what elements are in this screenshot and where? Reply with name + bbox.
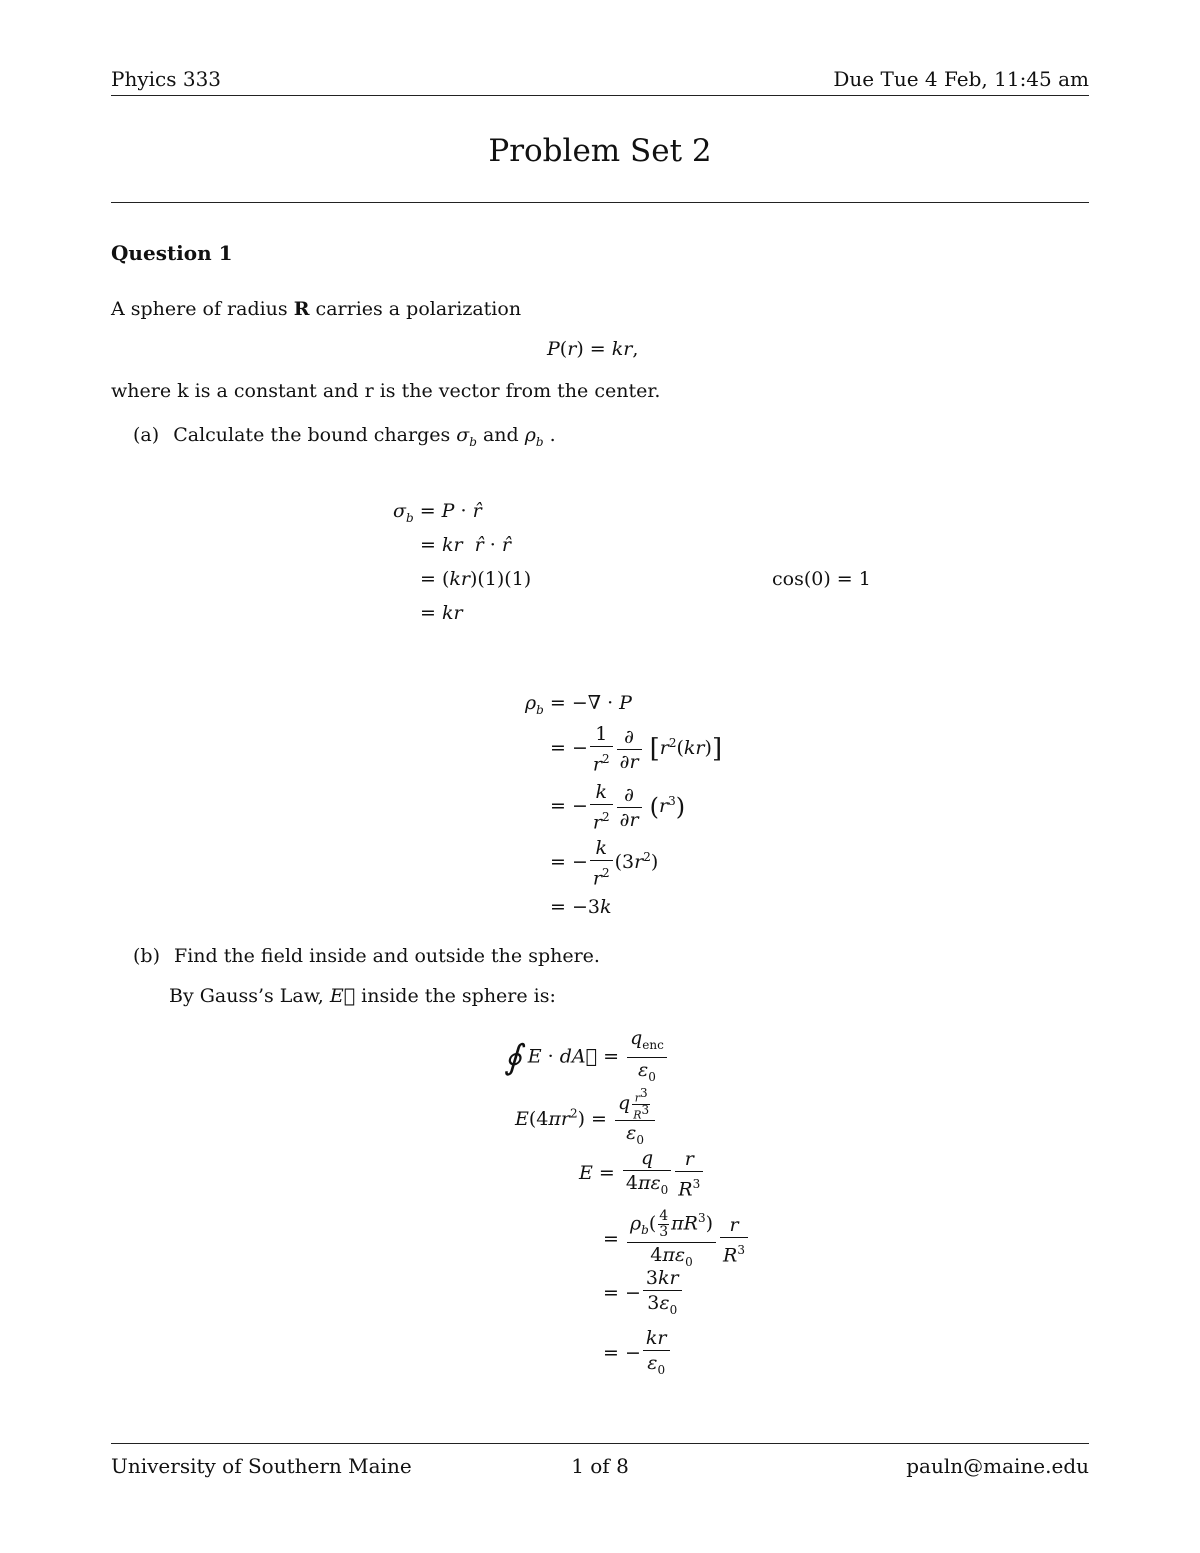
gauss-step-1: ∮ E · dA⃗ = $\frac{q_{enc}}{\varepsilon_0}$ (504, 1026, 669, 1089)
gauss-step-5: = − $\frac{3kr}{3\varepsilon_0}$ (603, 1266, 684, 1322)
header-rule (111, 95, 1089, 96)
rho-step-3: = − $\frac{k}{r^2}$ $\frac{\partial}{\partial r}$ $(r^3)$ (550, 781, 686, 834)
sigma-step-1: $\sigma_b = P$ · r̂ (393, 500, 482, 525)
page-title: Problem Set 2 (488, 133, 712, 169)
gauss-step-3: E = $\frac{q}{4\pi\varepsilon_0}$ $\frac{r}{R^3}$ (579, 1146, 705, 1202)
polarization-equation: P(r) = kr, (547, 338, 639, 360)
rho-step-1: $\rho_b$ = −∇ · P (525, 692, 632, 717)
rho-step-4: = − $\frac{k}{r^2}$ $(3r^2)$ (550, 837, 659, 890)
part-a-pre: Calculate the bound charges (173, 424, 457, 446)
gauss-text: By Gauss’s Law, E⃗ inside the sphere is: (169, 985, 556, 1007)
footer-university: University of Southern Maine (111, 1454, 412, 1478)
gauss-step-2: $E(4\pi r^2)$ = q $\frac{r^3}{R^3}$ $\varepsilon_0$ (515, 1088, 657, 1152)
sigma-note: cos(0) = 1 (772, 568, 871, 590)
gauss-step-4: = $\rho_b$( $\frac{4}{3}$ $\pi R^3$) $4\pi\varepsilon_0$ $\frac{r}{R^3}$ (603, 1206, 750, 1274)
part-a-mid: and (476, 424, 525, 446)
gauss-pre: By Gauss’s Law, (169, 985, 330, 1007)
sigma-step-4: = kr (420, 602, 463, 624)
course-label: Phyics 333 (111, 67, 222, 91)
title-rule (111, 202, 1089, 203)
part-b-text (133, 945, 600, 967)
sigma-step-2: = kr r̂ · r̂ (420, 534, 511, 556)
part-a-text: (a) Calculate the bound charges $\sigma_b$ and $\rho_b$ . (133, 424, 556, 449)
part-b-label: (b) (133, 945, 160, 967)
rho-step-5: = −3k (550, 896, 612, 918)
sigma-step-3: = (kr)(1)(1) (420, 568, 532, 590)
part-a-label: (a) (133, 424, 160, 446)
intro-post: carries a polarization (309, 298, 522, 320)
question-heading: Question 1 (111, 241, 233, 265)
intro-pre: A sphere of radius (111, 298, 294, 320)
gauss-post: inside the sphere is: (355, 985, 556, 1007)
intro-radius: R (293, 298, 310, 320)
due-date: Due Tue 4 Feb, 11:45 am (833, 67, 1089, 91)
footer-page-number: 1 of 8 (571, 1454, 629, 1478)
rho-step-2: = − $\frac{1}{r^2}$ $\frac{\partial}{\partial r}$ $[r^2(kr)]$ (550, 723, 723, 776)
part-b-question: Find the field inside and outside the sphere. (174, 945, 600, 967)
footer-rule (111, 1443, 1089, 1444)
intro-text (111, 298, 521, 320)
footer-email[interactable]: pauln@maine.edu (906, 1454, 1089, 1478)
part-a-post: . (543, 424, 556, 446)
gauss-step-6: = − $\frac{kr}{\varepsilon_0}$ (603, 1326, 672, 1382)
intro-after-text: where k is a constant and r is the vector from the center. (111, 380, 661, 402)
